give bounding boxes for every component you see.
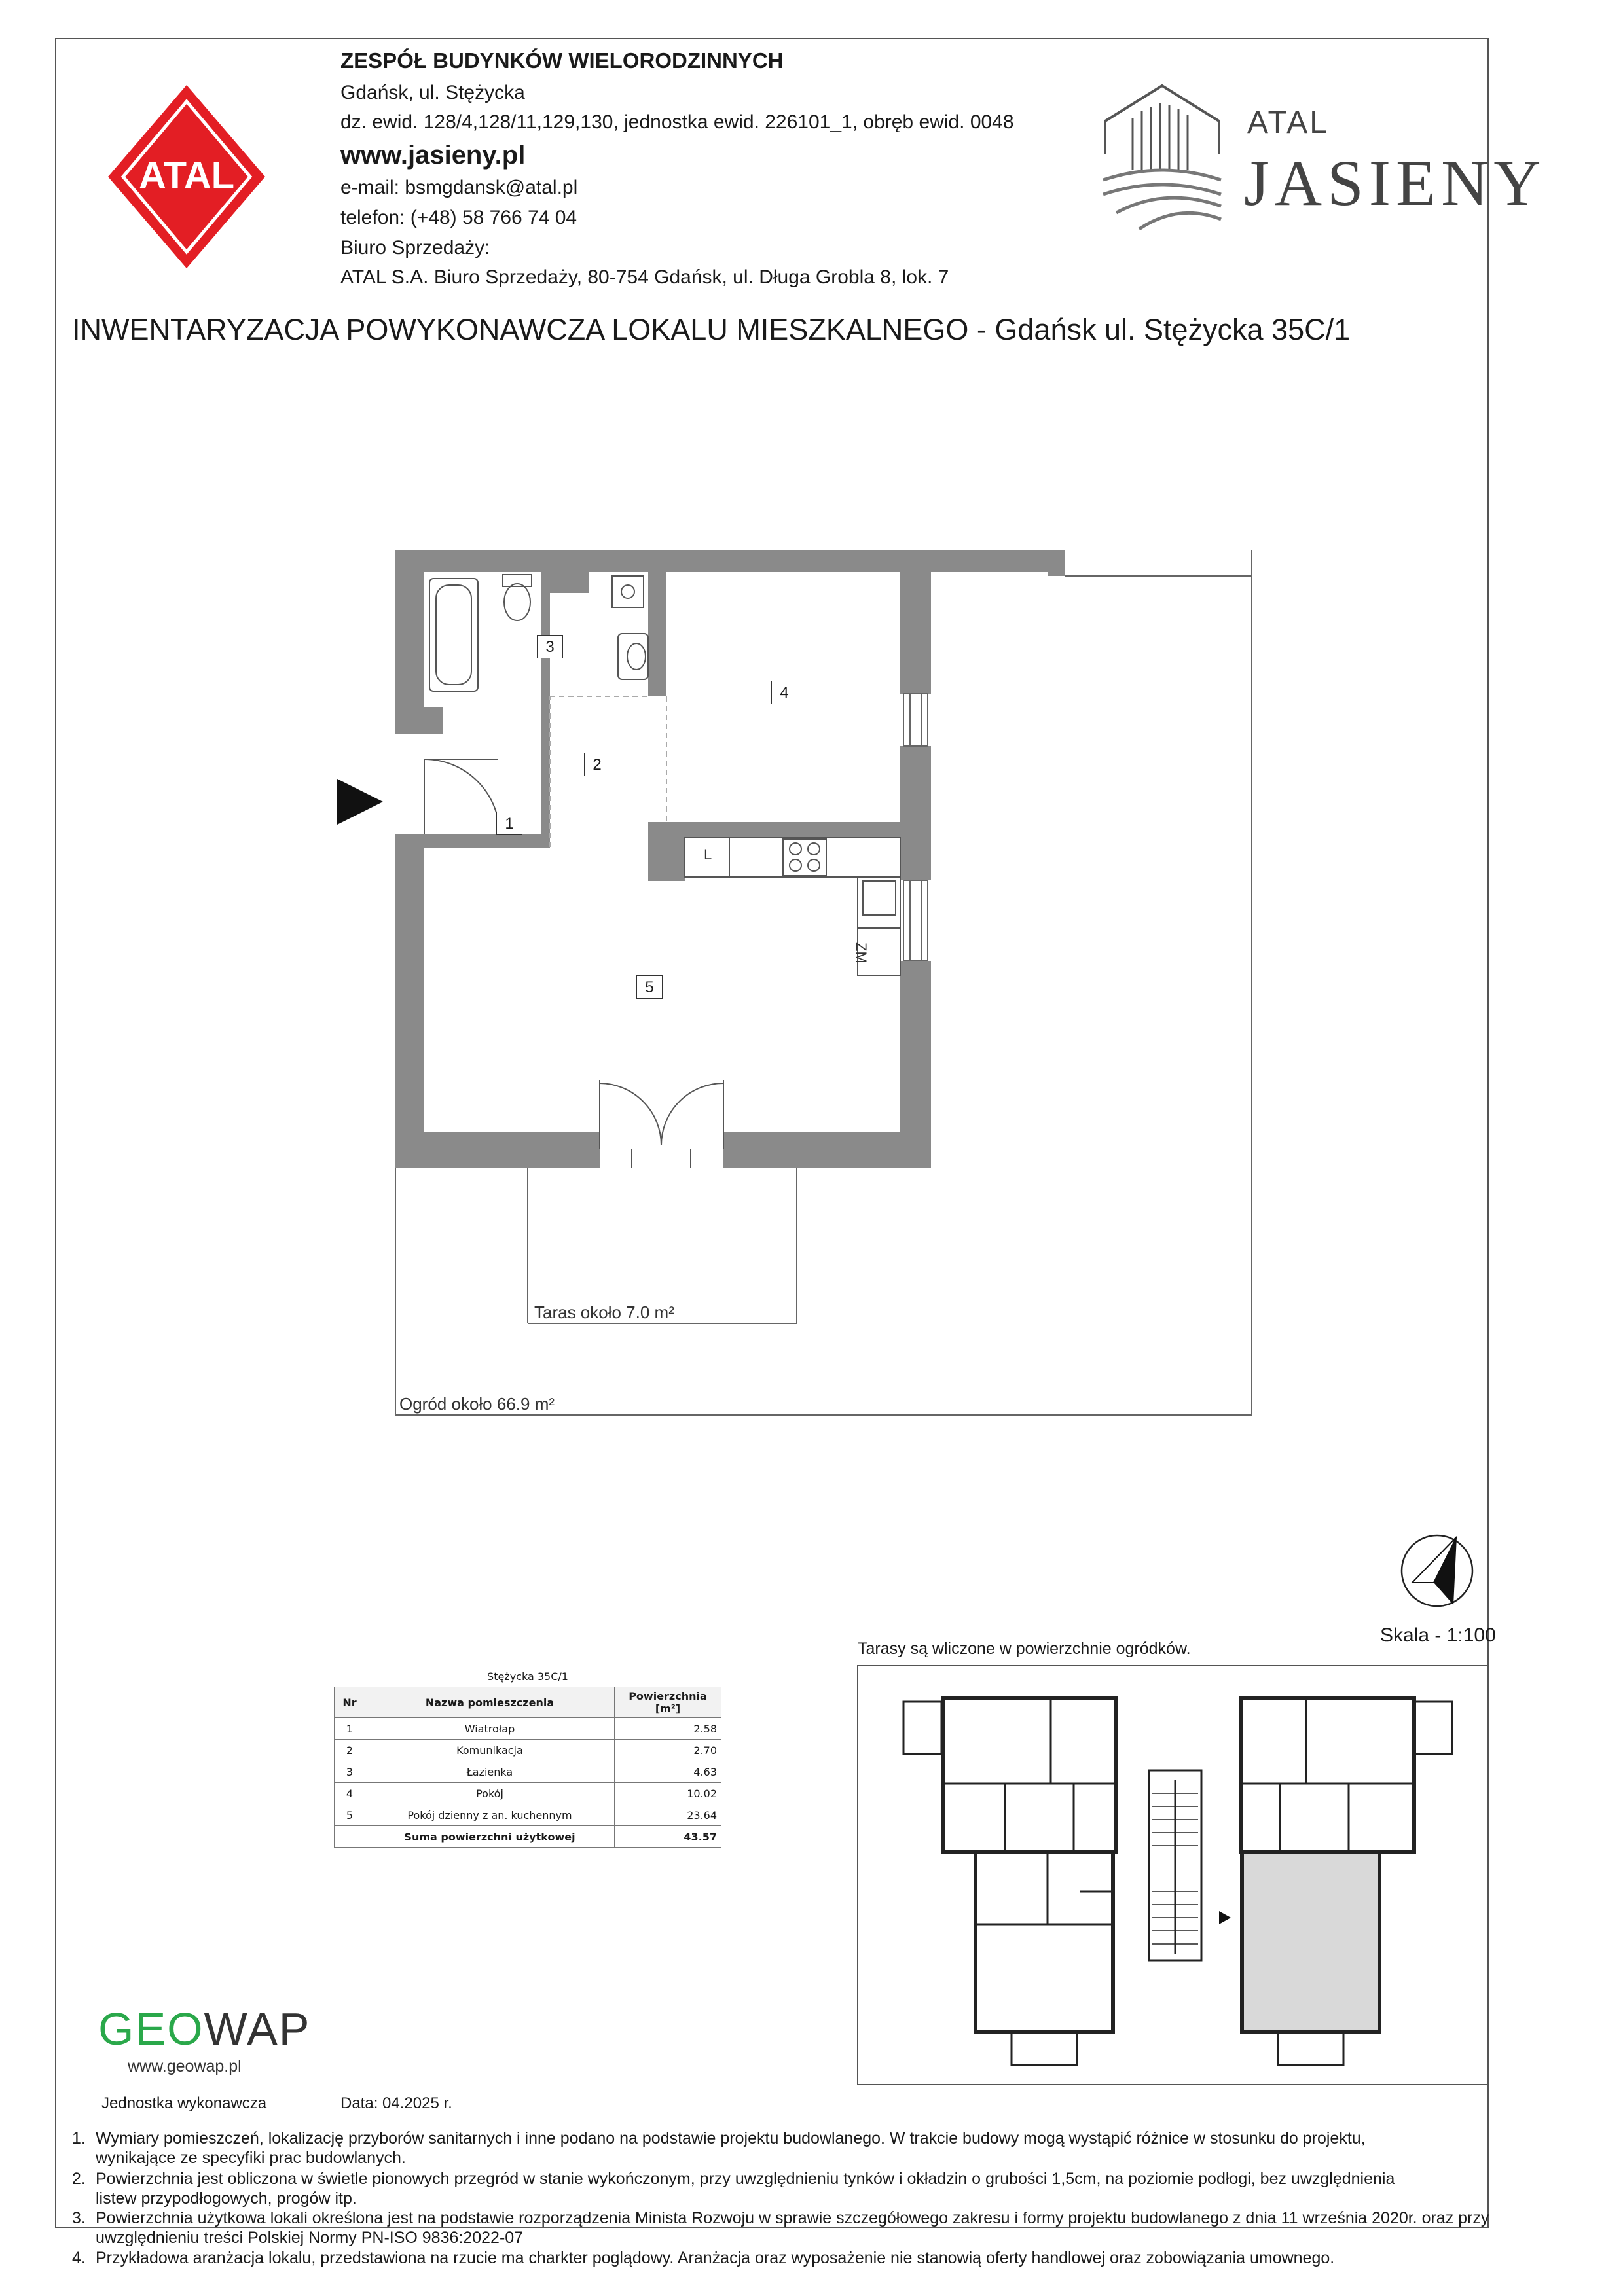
sum-value: 43.57 [615,1826,721,1848]
note-1: 1. Wymiary pomieszczeń, lokalizację przyborów sanitarnych i inne podano na podstawie projektu budowlanego. W trakcie budowy mogą wystąpić różnice w stosunku do projektu, wynikające ze specyfiki prac budowlanych. [72,2129,1366,2167]
geowap-logo-wap: WAP [204,2003,311,2054]
header-office-address: ATAL S.A. Biuro Sprzedaży, 80-754 Gdańsk, ul. Długa Grobla 8, lok. 7 [340,266,949,288]
garden-boundary [395,550,1252,1415]
fixture-label-zm: ZM [853,942,869,963]
header-website[interactable]: www.jasieny.pl [340,141,526,170]
geowap-url[interactable]: www.geowap.pl [128,2057,242,2075]
note-2: 2. Powierzchnia jest obliczona w świetle pionowych przegród w stanie wykończonym, przy uwzględnieniu tynków i okładzin o grubości 1,5cm, na poziomie podłogi, bez uwzględnienia listew przypodłogowych, progów itp. [72,2170,1395,2208]
entry-door [424,759,500,834]
key-plan-note: Tarasy są wliczone w powierzchnie ogródków. [858,1640,1191,1658]
header-title: ZESPÓŁ BUDYNKÓW WIELORODZINNYCH [340,48,784,73]
document-title: INWENTARYZACJA POWYKONAWCZA LOKALU MIESZKALNEGO - Gdańsk ul. Stężycka 35C/1 [72,313,1351,346]
atal-logo-text: ATAL [138,154,235,197]
brand-top-text: ATAL [1247,105,1329,140]
key-plan [856,1662,1495,2088]
header-phone: telefon: (+48) 58 766 74 04 [340,207,577,228]
geowap-logo [98,2003,310,2055]
terrace-outline [528,1168,797,1323]
room-table-header-nr: Nr [335,1687,365,1718]
room-table-header-name: Nazwa pomieszczenia [365,1687,615,1718]
entrance-arrow-icon [334,776,386,828]
floor-plan [327,537,1270,1433]
header-email[interactable]: e-mail: bsmgdansk@atal.pl [340,177,578,198]
table-row: 5 Pokój dzienny z an. kuchennym 23.64 [335,1804,721,1826]
table-sum-row [335,1826,721,1848]
geowap-logo-geo: GEO [98,2003,204,2054]
fixture-label-l: L [704,846,712,863]
note-4: 4. Przykładowa aranżacja lokalu, przedstawiona na rzucie ma charkter poglądowy. Aranżacja oraz wyposażenie nie stanowią oferty handlowej oraz zobowiązania umownego. [72,2249,1335,2267]
room-table-caption: Stężycka 35C/1 [335,1666,721,1687]
table-row: 1 Wiatrołap 2.58 [335,1718,721,1740]
room-tag-5: 5 [636,975,663,999]
balcony-doors [600,1080,723,1168]
date-label: Data: 04.2025 r. [340,2094,452,2112]
table-row: 3 Łazienka 4.63 [335,1761,721,1783]
header-location: Gdańsk, ul. Stężycka [340,82,525,103]
north-arrow-icon [1398,1532,1476,1610]
table-row: 4 Pokój 10.02 [335,1783,721,1804]
room-tag-1: 1 [496,812,522,835]
header-office-label: Biuro Sprzedaży: [340,237,490,259]
table-row: 2 Komunikacja 2.70 [335,1740,721,1761]
terrace-label: Taras około 7.0 m² [534,1302,674,1322]
jasieny-logo-icon [1100,82,1224,232]
sum-label: Suma powierzchni użytkowej [365,1826,615,1848]
room-tag-4: 4 [771,681,797,704]
room-table-header-area: Powierzchnia [m²] [615,1687,721,1718]
brand-bottom-text: JASIENY [1244,147,1546,219]
toilet [503,575,532,620]
room-table [334,1666,721,1848]
header-parcels: dz. ewid. 128/4,128/11,129,130, jednostka ewid. 226101_1, obręb ewid. 0048 [340,111,1014,133]
unit-label: Jednostka wykonawcza [101,2094,267,2112]
atal-logo [105,82,268,272]
scale-label: Skala - 1:100 [1380,1624,1496,1646]
bathtub [429,579,478,691]
room-tag-2: 2 [584,753,610,776]
room-tag-3: 3 [537,635,563,658]
garden-label: Ogród około 66.9 m² [399,1394,555,1414]
note-3: 3. Powierzchnia użytkowa lokali określona jest na podstawie rozporządzenia Minista Rozwoju w sprawie szczegółowego zakresu i formy projektu budowlanego z dnia 11 września 2020r. oraz przy uwzględnieniu treści Polskiej Normy PN-ISO 9836:2022-07 [72,2209,1489,2247]
bathroom-fixtures [612,576,648,679]
